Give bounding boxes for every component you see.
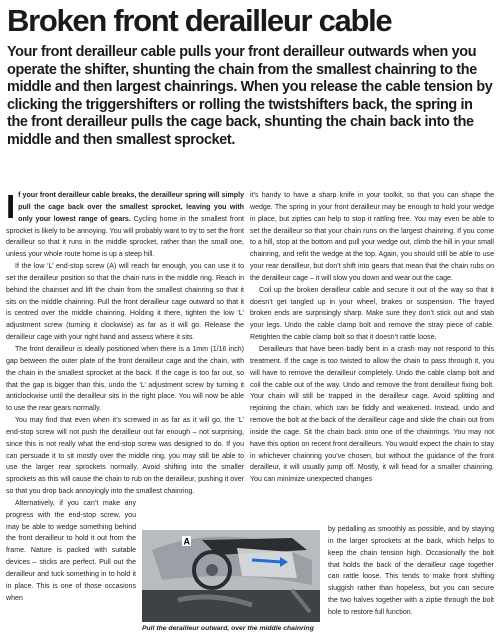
body-paragraph-2: If the low ‘L’ end-stop screw (A) will reach far enough, you can use it to set the derailleur position so that the chain runs in the middle ring. Reach in behind the chainset and lift the chain from the smallest chainring so that it sits on the middle chainring. Pull the front derailleur cage outward so that it is centred over the middle chainring. Holding it there, tighten the low ‘L’ adjustment screw (turning it clockwise) as far as it will go. Release the derailleur cage with your right hand and assess where it sits.: [6, 263, 244, 342]
body-paragraph-3: The front derailleur is ideally positioned when there is a 1mm (1/16 inch) gap between the outer plate of the front derailleur cage and the chain, with the chain in the smallest sprocket at the back. If the cage is too far out, so that the gap is bigger than this, undo the ‘L’ adjustment screw by turning it anticlockwise until the derailleur sits in the right place. You will now be able to use the rear gears normally.: [6, 345, 244, 413]
pull-arrow-icon: [252, 560, 282, 562]
body-paragraph-7: Coil up the broken derailleur cable and secure it out of the way so that it doesn’t get tangled up in your wheel, brakes or suspension. The frayed broken ends are surprisingly sharp. Make sure they don’t stick out and stab your legs. Undo the cable clamp bolt and remove the stray piece of cable. Retighten the cable clamp bolt so that it doesn’t rattle loose.: [250, 286, 494, 342]
body-paragraph-4: You may find that even when it’s screwed in as far as it will go, the ‘L’ end-stop screw will not push the derailleur out far enough – not surprising, since this is not really what the end-stop screw was designed to do. If you can persuade it to sit mostly over the middle ring, you may still be able to use the larger rear sprockets normally. Avoid shifting into the smaller sprockets as this will cause the chain to rub on the derailleur, pushing it over so that you drop back annoyingly into the smallest chainring.: [6, 417, 244, 496]
article-standfirst: Your front derailleur cable pulls your front derailleur outwards when you operate the shifter, shunting the chain from the smallest chainring to the middle and then largest chainrings. When you release the cable tension by clicking the triggershifters or rolling the twistshifters back, the spring in the front derailleur pulls the cage back, shunting the chain back into the middle and then smallest sprocket.: [7, 44, 493, 148]
body-column-right: [250, 190, 494, 486]
body-paragraph-8: Derailleurs that have been badly bent in a crash may not respond to this treatment. If the cage is too twisted to allow the chain to pass through it, you will have to remove the derailleur completely. Undo the cable clamp bolt and coil the cable out of the way. Undo and remove the front derailleur fixing bolt. Your chain will still be trapped in the derailleur cage. Avoid splitting and rejoining the chain, which can be fiddly and weakened. Instead, undo and remove the bolt at the back of the derailleur cage and slide the chain out from inside the cage. Sit the chain back onto one of the chainrings. You may not have this option on recent front derailleurs. You would expect the chain to stay in whichever chainring you’ve chosen, but without the guidance of the front derailleur, it will usually jump off. Mostly, it will head for a smaller chainring. You can minimize unexpected changes: [250, 345, 494, 484]
photo-marker-label: A: [183, 536, 190, 547]
paragraph-1-text: Cycling home in the smallest front sprocket is likely to be annoying. You will probably want to try to set the front derailleur so that it runs in the middle sprocket, rather than the small one, unless your whole route home is up a steep hill.: [6, 215, 244, 259]
lead-in-bold: f your front derailleur cable breaks, the derailleur spring will simply pull the cage back over the smallest sprocket, leaving you with only your lowest range of gears.: [18, 192, 244, 223]
body-paragraph-8-continued: by pedalling as smoothly as possible, and by staying in the larger sprockets at the back, which helps to keep the chain tension high. Occasionally the bolt that holds the back of the derailleur cage together can rattle loose. This tends to make front shifting sluggish rather than hopeless, but you can secure the two halves together with a ziptie through the bolt hole to restore full function.: [328, 526, 494, 616]
article-title: Broken front derailleur cable: [7, 3, 392, 38]
derailleur-photo-illustration: [142, 530, 320, 622]
derailleur-photo: [142, 530, 320, 622]
body-paragraph-6: it’s handy to have a sharp knife in your toolkit, so that you can shape the wedge. The spring in your front derailleur may be enough to hold your wedge in place, but zipties can help to stop it rattling free. You may even be able to set the derailleur so that your chain runs on the largest chainring. If you come to a hill, stop at the bottom and pull your wedge out, climb the hill in your small chainring, and refit the wedge at the top. Again, you should still be able to use your rear derailleur, but don’t shift into gears that mean that the chain rubs on the derailleur cage – it will slow you down and wear out the cage.: [250, 192, 494, 282]
drop-cap: I: [6, 188, 16, 225]
photo-caption: Pull the derailleur outward, over the middle chainring: [142, 625, 314, 632]
body-paragraph-1: [6, 190, 244, 261]
body-paragraph-5: Alternatively, if you can’t make any progress with the end-stop screw, you may be able to wedge something behind the front derailleur to hold it out from the frame. Nature is packed with suitable devices – sticks are perfect. Pull out the derailleur and tuck something in to hold it in place. This is one of those occasions when: [6, 499, 136, 602]
